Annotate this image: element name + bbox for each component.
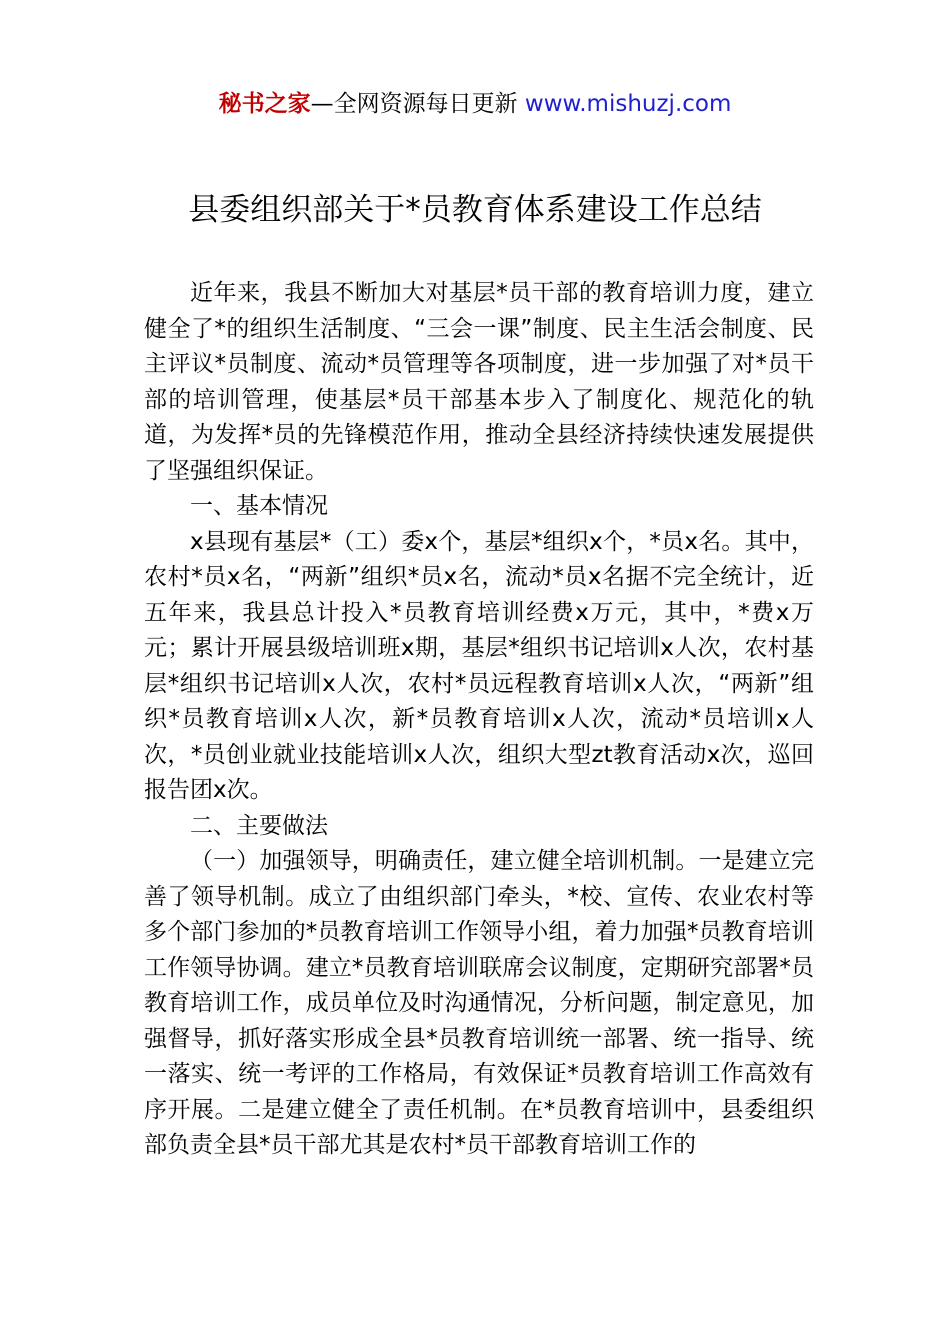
site-brand: 秘书之家 — [218, 91, 311, 117]
site-tagline: —全网资源每日更新 — [310, 91, 525, 117]
site-url-link[interactable]: www.mishuzj.com — [524, 91, 732, 117]
site-header — [0, 86, 950, 122]
paragraph-main-practices: （一）加强领导，明确责任，建立健全培训机制。一是建立完善了领导机制。成立了由组织部门牵头，*校、宣传、农业农村等多个部门参加的*员教育培训工作领导小组，着力加强*员教育培训工作领导协调。建立*员教育培训联席会议制度，定期研究部署*员教育培训工作，成员单位及时沟通情况，分析问题，制定意见，加强督导，抓好落实形成全县*员教育培训统一部署、统一指导、统一落实、统一考评的工作格局，有效保证*员教育培训工作高效有序开展。二是建立健全了责任机制。在*员教育培训中，县委组织部负责全县*员干部尤其是农村*员干部教育培训工作的 — [144, 848, 814, 1158]
paragraph-basic-situation: x县现有基层*（工）委x个，基层*组织x个，*员x名。其中，农村*员x名，“两新”组织*员x名，流动*员x名据不完全统计，近五年来，我县总计投入*员教育培训经费x万元，其中，*费x万元；累计开展县级培训班x期，基层*组织书记培训x人次，农村基层*组织书记培训x人次，农村*员远程教育培训x人次，“两新”组织*员教育培训x人次，新*员教育培训x人次，流动*员培训x人次，*员创业就业技能培训x人次，组织大型zt教育活动x次，巡回报告团x次。 — [144, 528, 814, 803]
section-heading-basic-situation: 一、基本情况 — [190, 493, 328, 519]
paragraph-intro: 近年来，我县不断加大对基层*员干部的教育培训力度，建立健全了*的组织生活制度、“三会一课”制度、民主生活会制度、民主评议*员制度、流动*员管理等各项制度，进一步加强了对*员干部的培训管理，使基层*员干部基本步入了制度化、规范化的轨道，为发挥*员的先锋模范作用，推动全县经济持续快速发展提供了坚强组织保证。 — [144, 280, 814, 484]
section-heading-main-practices: 二、主要做法 — [190, 812, 328, 839]
document-title: 县委组织部关于*员教育体系建设工作总结 — [188, 192, 762, 228]
document-body — [144, 276, 814, 1164]
